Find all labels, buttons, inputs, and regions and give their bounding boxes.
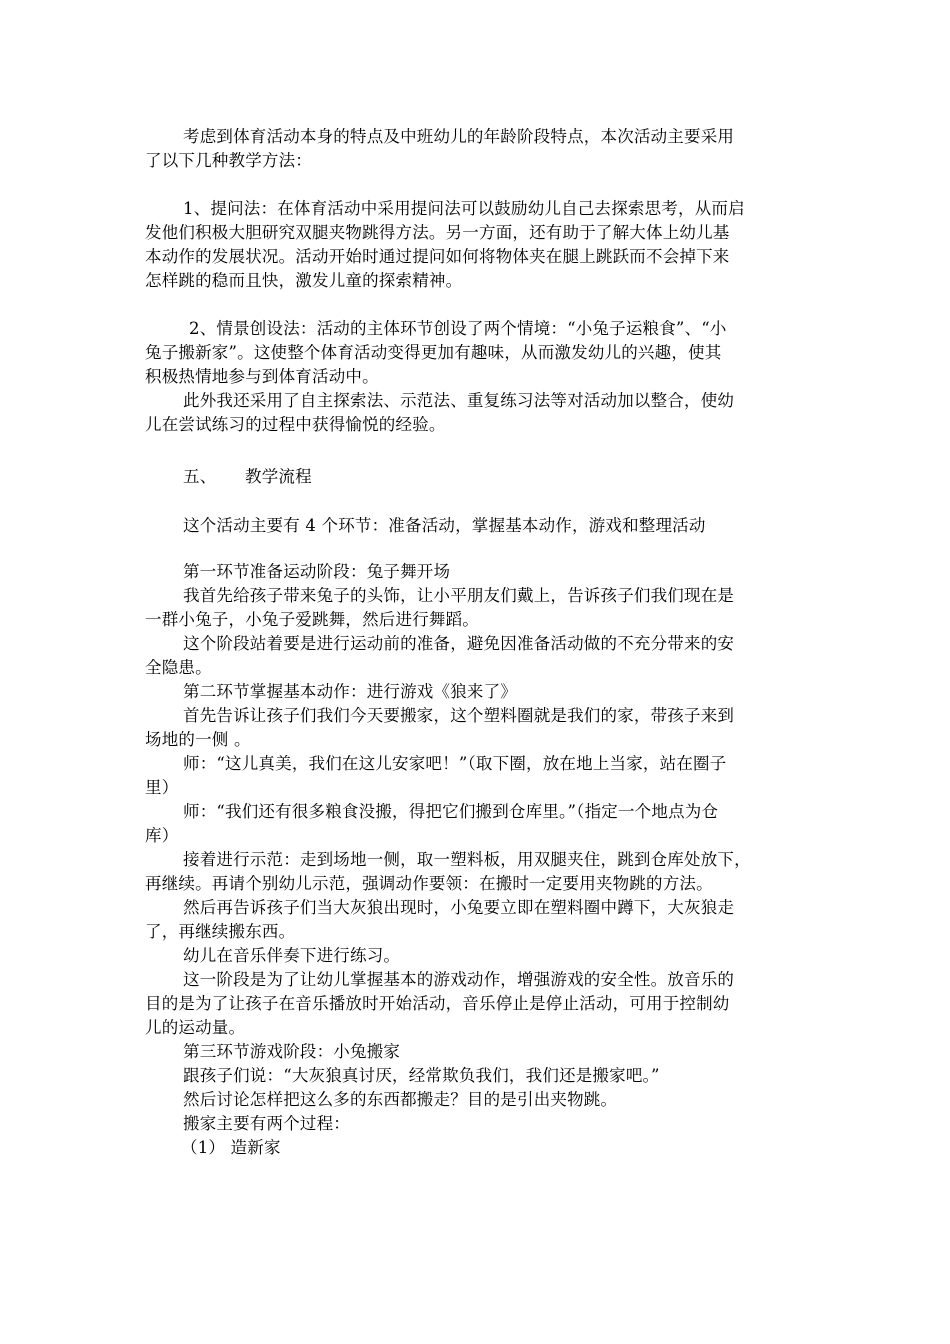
method2-line: 兔子搬新家”。这使整个体育活动变得更加有趣味，从而激发幼儿的兴趣，使其: [145, 343, 722, 362]
step2-heading: 第二环节掌握基本动作：进行游戏《狼来了》: [183, 682, 517, 701]
step3-line: （1） 造新家: [181, 1138, 281, 1157]
step1-heading: 第一环节准备运动阶段：兔子舞开场: [183, 562, 451, 581]
step1-line: 全隐患。: [145, 658, 212, 677]
other-methods-line: 此外我还采用了自主探索法、示范法、重复练习法等对活动加以整合，使幼: [183, 391, 735, 410]
step2-line: 师：“我们还有很多粮食没搬，得把它们搬到仓库里。”（指定一个地点为仓: [183, 802, 719, 821]
method2-line: 2、情景创设法：活动的主体环节创设了两个情境：“小兔子运粮食”、“小: [189, 319, 727, 338]
step2-line: 首先告诉让孩子们我们今天要搬家，这个塑料圈就是我们的家，带孩子来到: [183, 706, 735, 725]
step3-line: 然后讨论怎样把这么多的东西都搬走？目的是引出夹物跳。: [183, 1090, 618, 1109]
step2-line: 接着进行示范：走到场地一侧，取一塑料板，用双腿夹住，跳到仓库处放下，: [183, 850, 751, 869]
step2-line: 儿的运动量。: [145, 1018, 246, 1037]
step2-line: 师：“这儿真美，我们在这儿安家吧！”（取下圈，放在地上当家，站在圈子: [183, 754, 727, 773]
intro-line: 考虑到体育活动本身的特点及中班幼儿的年龄阶段特点，本次活动主要采用: [183, 127, 735, 146]
step1-line: 我首先给孩子带来兔子的头饰，让小平朋友们戴上，告诉孩子们我们现在是: [183, 586, 735, 605]
method1-line: 发他们积极大胆研究双腿夹物跳得方法。另一方面，还有助于了解大体上幼儿基: [145, 223, 730, 242]
method1-line: 1、提问法：在体育活动中采用提问法可以鼓励幼儿自己去探索思考，从而启: [183, 199, 745, 218]
step1-line: 一群小兔子，小兔子爱跳舞，然后进行舞蹈。: [145, 610, 479, 629]
step3-line: 搬家主要有两个过程：: [183, 1114, 350, 1133]
other-methods-line: 儿在尝试练习的过程中获得愉悦的经验。: [145, 415, 446, 434]
section-title: 教学流程: [245, 467, 312, 486]
step2-line: 里）: [145, 778, 179, 797]
step2-line: 目的是为了让孩子在音乐播放时开始活动，音乐停止是停止活动，可用于控制幼: [145, 994, 730, 1013]
step2-line: 这一阶段是为了让幼儿掌握基本的游戏动作，增强游戏的安全性。放音乐的: [183, 970, 735, 989]
method1-line: 怎样跳的稳而且快，激发儿童的探索精神。: [145, 271, 463, 290]
step2-line: 再继续。再请个别幼儿示范，强调动作要领：在搬时一定要用夹物跳的方法。: [145, 874, 713, 893]
method1-line: 本动作的发展状况。活动开始时通过提问如何将物体夹在腿上跳跃而不会掉下来: [145, 247, 730, 266]
intro-line: 了以下几种教学方法：: [145, 151, 312, 170]
step2-line: 幼儿在音乐伴奏下进行练习。: [183, 946, 401, 965]
section-number: 五、: [183, 467, 217, 486]
step1-line: 这个阶段站着要是进行运动前的准备，避免因准备活动做的不充分带来的安: [183, 634, 735, 653]
step2-line: 场地的一侧 。: [145, 730, 251, 749]
step3-line: 跟孩子们说：“大灰狼真讨厌，经常欺负我们，我们还是搬家吧。”: [183, 1066, 660, 1085]
overview-line: 这个活动主要有 4 个环节：准备活动，掌握基本动作，游戏和整理活动: [183, 516, 706, 535]
step2-line: 库）: [145, 826, 179, 845]
step2-line: 了，再继续搬东西。: [145, 922, 296, 941]
step2-line: 然后再告诉孩子们当大灰狼出现时，小兔要立即在塑料圈中蹲下，大灰狼走: [183, 898, 735, 917]
method2-line: 积极热情地参与到体育活动中。: [145, 367, 379, 386]
step3-heading: 第三环节游戏阶段：小兔搬家: [183, 1042, 401, 1061]
